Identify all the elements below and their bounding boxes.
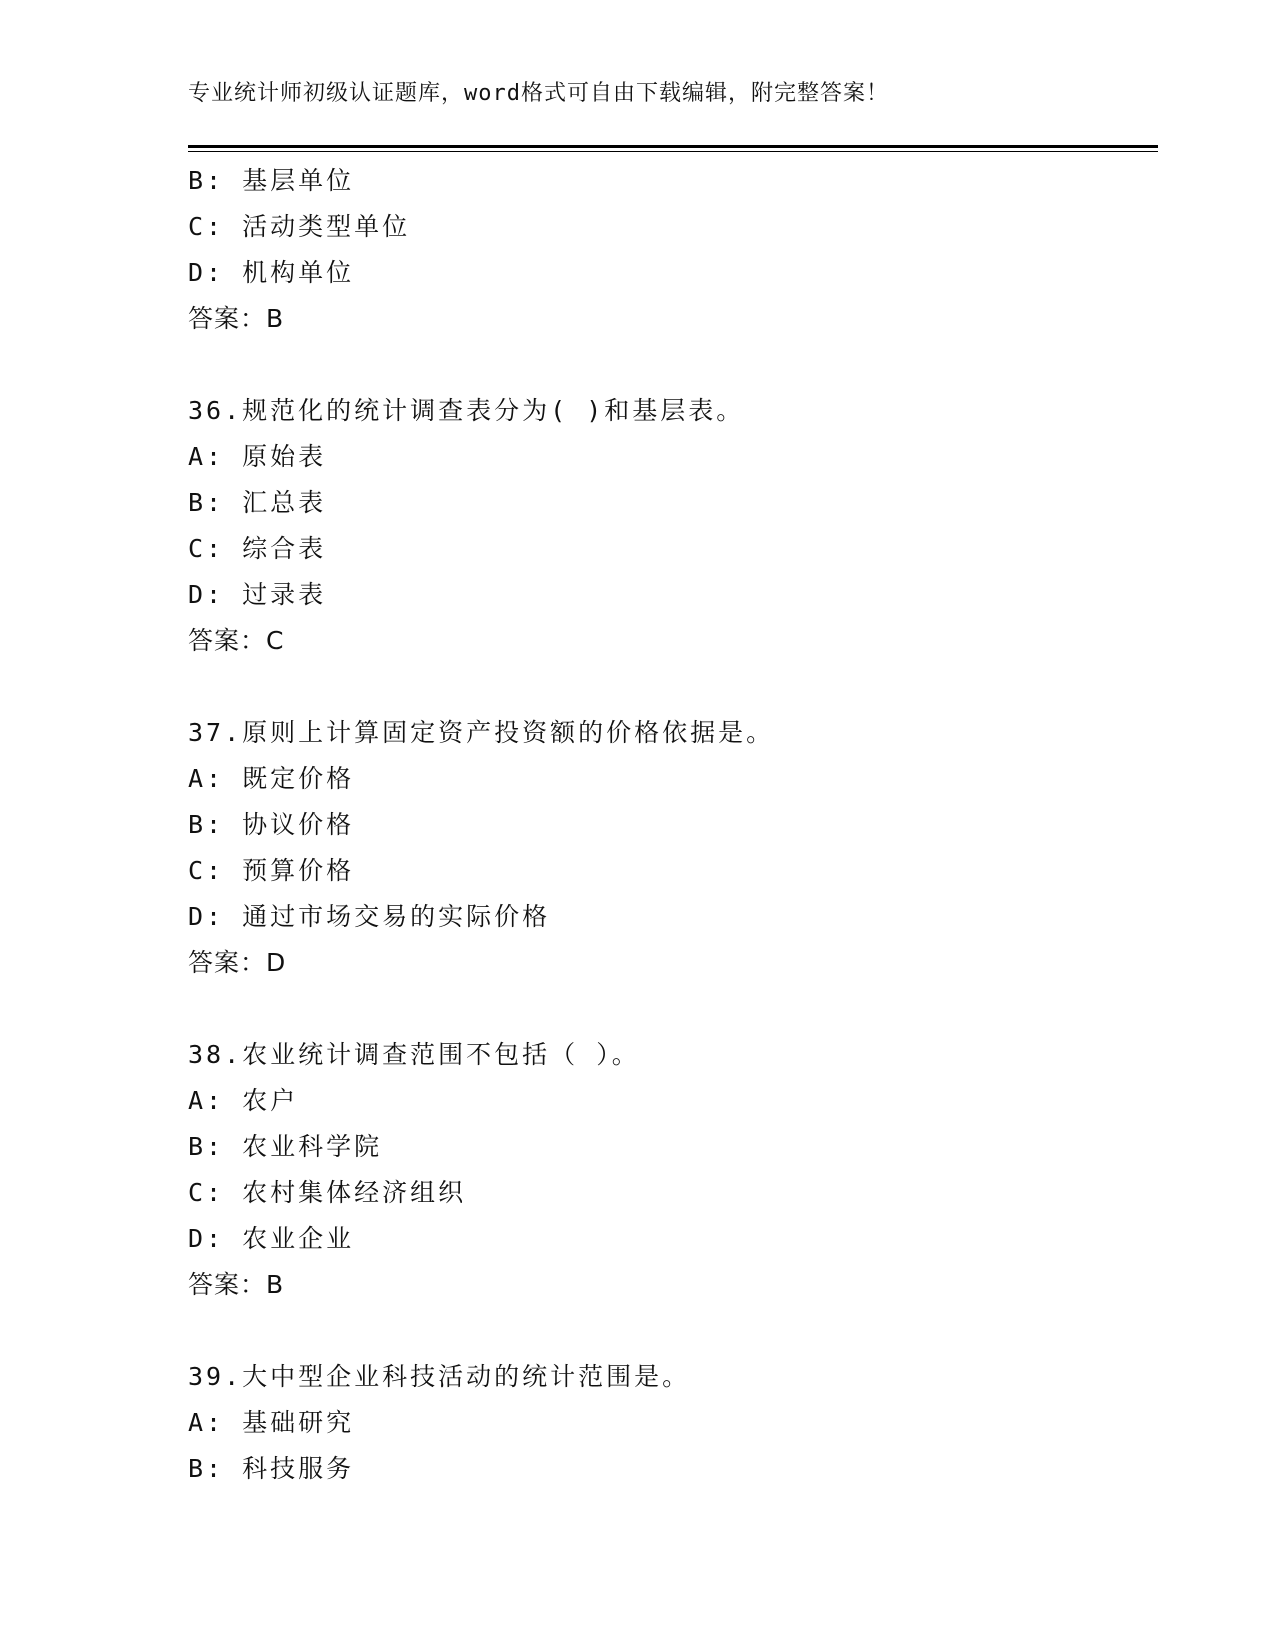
answer: 答案：B (188, 304, 285, 333)
option: C: 活动类型单位 (188, 212, 411, 241)
question-block (188, 1032, 1158, 1308)
option: B: 汇总表 (188, 488, 327, 517)
spacer (188, 986, 1158, 1032)
option: D: 农业企业 (188, 1224, 355, 1253)
question-block (188, 388, 1158, 664)
spacer (188, 664, 1158, 710)
question-stem: 36.规范化的统计调查表分为( )和基层表。 (188, 396, 745, 425)
option: C: 农村集体经济组织 (188, 1178, 467, 1207)
option: D: 机构单位 (188, 258, 355, 287)
question-block (188, 710, 1158, 986)
page-header: 专业统计师初级认证题库，word格式可自由下载编辑，附完整答案！ (188, 81, 889, 106)
option: A: 既定价格 (188, 764, 355, 793)
option: C: 综合表 (188, 534, 327, 563)
spacer (188, 342, 1158, 388)
option: A: 基础研究 (188, 1408, 355, 1437)
option: B: 协议价格 (188, 810, 355, 839)
spacer (188, 1308, 1158, 1354)
option: C: 预算价格 (188, 856, 355, 885)
header-rule-thick (188, 145, 1158, 148)
question-block (188, 158, 1158, 342)
question-stem: 38.农业统计调查范围不包括（ ）。 (188, 1040, 640, 1069)
question-stem: 37.原则上计算固定资产投资额的价格依据是。 (188, 718, 775, 747)
option: A: 原始表 (188, 442, 327, 471)
answer: 答案：D (188, 948, 287, 977)
header-rule-thin (188, 151, 1158, 152)
question-list (188, 158, 1158, 1492)
answer: 答案：B (188, 1270, 285, 1299)
option: B: 科技服务 (188, 1454, 355, 1483)
option: B: 基层单位 (188, 166, 355, 195)
option: D: 通过市场交易的实际价格 (188, 902, 551, 931)
answer: 答案：C (188, 626, 285, 655)
question-stem: 39.大中型企业科技活动的统计范围是。 (188, 1362, 691, 1391)
option: B: 农业科学院 (188, 1132, 383, 1161)
question-block (188, 1354, 1158, 1492)
option: D: 过录表 (188, 580, 327, 609)
option: A: 农户 (188, 1086, 299, 1115)
